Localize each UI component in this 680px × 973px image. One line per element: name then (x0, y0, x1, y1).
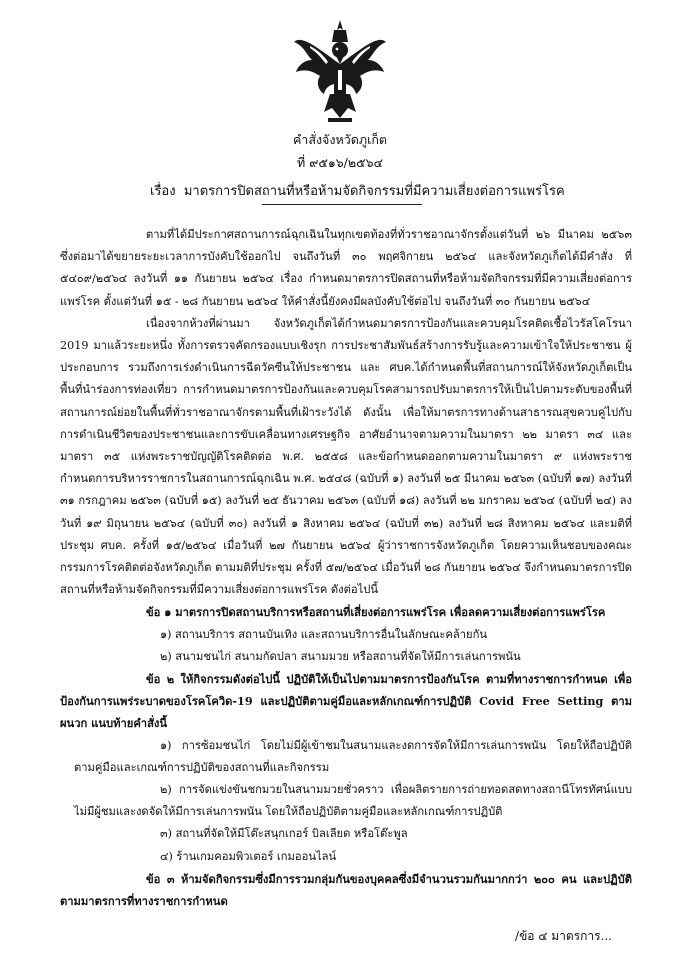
order-title: คำสั่งจังหวัดภูเก็ต (292, 132, 388, 147)
clause-2-item: ๒) การจัดแข่งขันชกมวยในสนามมวยชั่วคราว เพื่อผลิตรายการถ่ายทอดสดทางสถานีโทรทัศน์แบบไม่มีผู้ชมและงดจัดให้มีการเล่นการพนัน โดยให้ถือปฏิบัติตามคู่มือและหลักเกณฑ์การปฏิบัติ (74, 783, 632, 819)
order-number: ที่ ๙๕๑๖/๒๕๖๔ (296, 155, 383, 170)
clause-1-item: ๒) สนามชนไก่ สนามกัดปลา สนามมวย หรือสถานที่จัดให้มีการเล่นการพนัน (160, 649, 521, 663)
clause-2-item: ๔) ร้านเกมคอมพิวเตอร์ เกมออนไลน์ (160, 849, 337, 863)
clause-2-item: ๓) สถานที่จัดให้มีโต๊ะสนุกเกอร์ บิลเลียด หรือโต๊ะพูล (160, 827, 408, 841)
subject-underline (262, 204, 422, 205)
clause-3-heading: ข้อ ๓ ห้ามจัดกิจกรรมซึ่งมีการรวมกลุ่มกันของบุคคลซึ่งมีจำนวนรวมกันมากกว่า ๒๐๐ คน และปฏิบัติตามมาตรการที่ทางราชการกำหนด (60, 871, 632, 909)
continuation-note: /ข้อ ๔ มาตรการ... (515, 929, 612, 943)
clause-1-item: ๑) สถานบริการ สถานบันเทิง และสถานบริการอื่นในลักษณะคล้ายกัน (160, 627, 488, 641)
order-body (60, 224, 632, 912)
paragraph-rationale: เนื่องจากห้วงที่ผ่านมา จังหวัดภูเก็ตได้กำหนดมาตรการป้องกันและควบคุมโรคติดเชื้อไวรัสโคโรนา 2019 มาแล้วระยะหนึ่ง ทั้งการตรวจคัดกรองแบบเชิงรุก การประชาสัมพันธ์สร้างการรับรู้และความเข้าใจให้ประชาชน ผู้ประกอบการ รวมถึงการเร่งดำเนินการฉีดวัคซีนให้ประชาชน และ ศบค.ได้กำหนดพื้นที่สถานการณ์ให้จังหวัดภูเก็ตเป็นพื้นที่นำร่องการท่องเที่ยว การกำหนดมาตรการป้องกันและควบคุมโรคสามารถปรับมาตรการให้เป็นไปตามระดับของพื้นที่สถานการณ์ย่อยในพื้นที่ทั่วราชอาณาจักรตามพื้นที่เฝ้าระวังได้ ดังนั้น เพื่อให้มาตรการทางด้านสาธารณสุขควบคู่ไปกับการดำเนินชีวิตของประชาชนและการขับเคลื่อนทางเศรษฐกิจ อาศัยอำนาจตามความในมาตรา ๒๒ มาตรา ๓๔ และมาตรา ๓๕ แห่งพระราชบัญญัติโรคติดต่อ พ.ศ. ๒๕๕๘ และข้อกำหนดออกตามความในมาตรา ๙ แห่งพระราชกำหนดการบริหารราชการในสถานการณ์ฉุกเฉิน พ.ศ. ๒๕๔๘ (ฉบับที่ ๑) ลงวันที่ ๒๕ มีนาคม ๒๕๖๓ (ฉบับที่ ๑๗) ลงวันที่ ๓๑ กรกฎาคม ๒๕๖๓ (ฉบับที่ ๑๕) ลงวันที่ ๒๕ ธันวาคม ๒๕๖๓ (ฉบับที่ ๑๘) ลงวันที่ ๒๒ มกราคม ๒๕๖๔ (ฉบับที่ ๒๔) ลงวันที่ ๑๙ มิถุนายน ๒๕๖๔ (ฉบับที่ ๓๐) ลงวันที่ ๑ สิงหาคม ๒๕๖๔ (ฉบับที่ ๓๒) ลงวันที่ ๒๘ สิงหาคม ๒๕๖๔ และมติที่ประชุม ศบค. ครั้งที่ ๑๕/๒๕๖๔ เมื่อวันที่ ๒๗ กันยายน ๒๕๖๔ ผู้ว่าราชการจังหวัดภูเก็ต โดยความเห็นชอบของคณะกรรมการโรคติดต่อจังหวัดภูเก็ต ตามมติที่ประชุม ครั้งที่ ๕๗/๒๕๖๔ เมื่อวันที่ ๒๘ กันยายน ๒๕๖๔ จึงกำหนดมาตรการปิดสถานที่หรือห้ามจัดกิจกรรมที่มีความเสี่ยงต่อการแพร่โรค ดังต่อไปนี้ (60, 316, 632, 597)
subject-label: เรื่อง (150, 184, 176, 199)
paragraph-background: ตามที่ได้มีประกาศสถานการณ์ฉุกเฉินในทุกเขตท้องที่ทั่วราชอาณาจักรตั้งแต่วันที่ ๒๖ มีนาคม ๒๕๖๓ ซึ่งต่อมาได้ขยายระยะเวลาการบังคับใช้ออกไป จนถึงวันที่ ๓๐ พฤศจิกายน ๒๕๖๔ และจังหวัดภูเก็ตได้มีคำสั่ง ที่ ๕๔๐๙/๒๕๖๔ ลงวันที่ ๑๑ กันยายน ๒๕๖๔ เรื่อง กำหนดมาตรการปิดสถานที่หรือห้ามจัดกิจกรรมที่มีความเสี่ยงต่อการแพร่โรค ตั้งแต่วันที่ ๑๕ - ๒๘ กันยายน ๒๕๖๔ ให้คำสั่งนี้ยังคงมีผลบังคับใช้ต่อไป จนถึงวันที่ ๓๐ กันยายน ๒๕๖๔ (60, 228, 632, 308)
clause-2-heading: ข้อ ๒ ให้กิจกรรมดังต่อไปนี้ ปฏิบัติให้เป็นไปตามมาตรการป้องกันโรค ตามที่ทางราชการกำหนด เพื่อป้องกันการแพร่ระบาดของโรคโควิด-19 และปฏิบัติตามคู่มือและหลักเกณฑ์การปฏิบัติ Covid Free Setting ตามผนวก แนบท้ายคำสั่งนี้ (60, 672, 632, 731)
clause-2-item: ๑) การซ้อมชนไก่ โดยไม่มีผู้เข้าชมในสนามและงดการจัดให้มีการเล่นการพนัน โดยให้ถือปฏิบัติตามคู่มือและเกณฑ์การปฏิบัติของสถานที่และกิจกรรม (74, 738, 632, 774)
subject-line (150, 180, 565, 201)
subject-text: มาตรการปิดสถานที่หรือห้ามจัดกิจกรรมที่มีความเสี่ยงต่อการแพร่โรค (183, 184, 565, 199)
clause-1-heading: ข้อ ๑ มาตรการปิดสถานบริการหรือสถานที่เสี่ยงต่อการแพร่โรค เพื่อลดความเสี่ยงต่อการแพร่โรค (146, 605, 606, 620)
garuda-emblem-icon (290, 20, 390, 124)
